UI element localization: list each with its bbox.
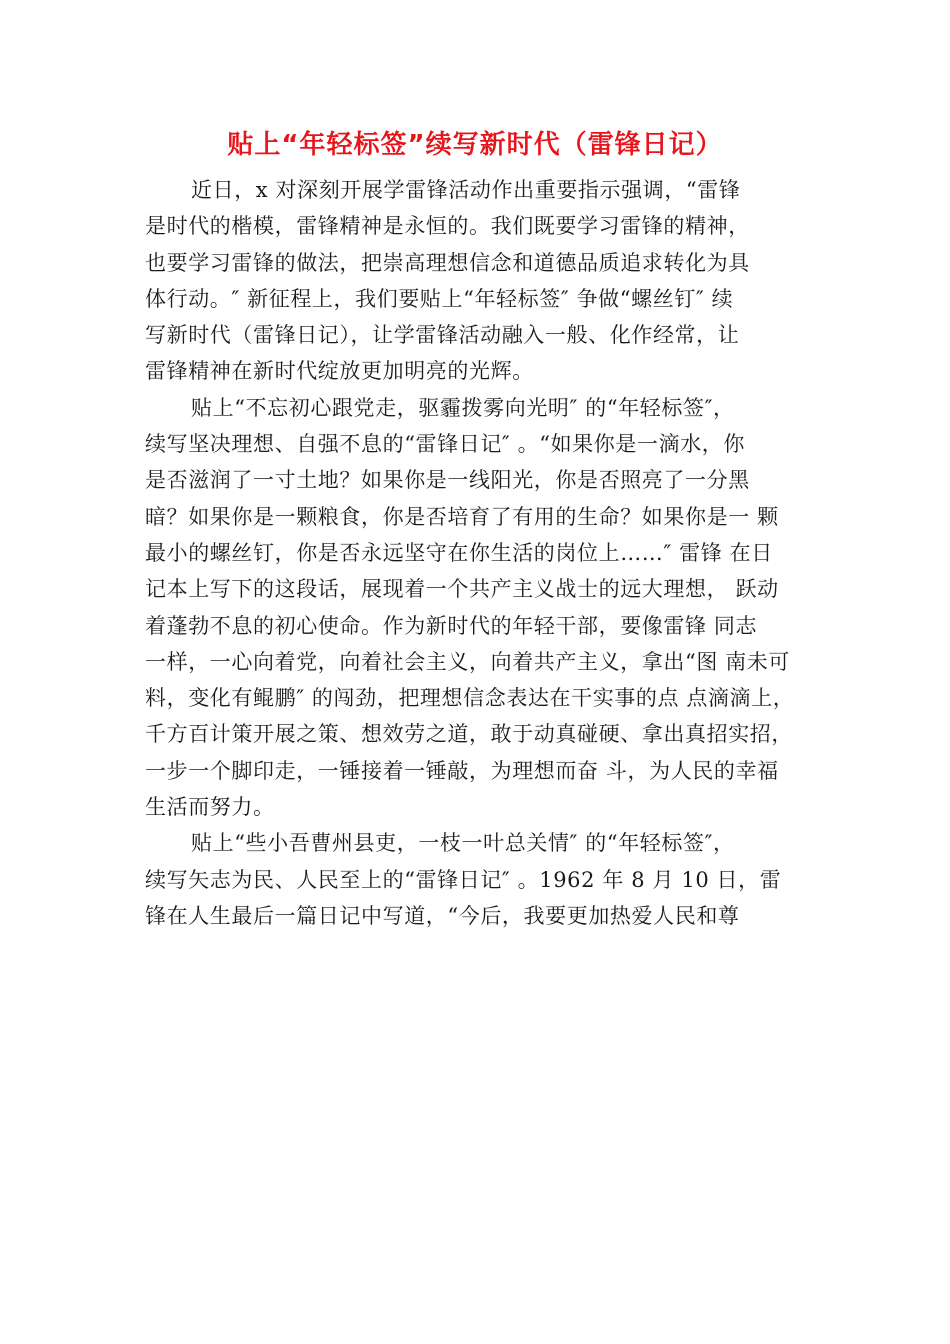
paragraph-2 bbox=[145, 390, 845, 826]
text-line: 记本上写下的这段话，展现着一个共产主义战士的远大理想， 跃动 bbox=[145, 577, 779, 602]
text-line: 料，变化有鲲鹏″ 的闯劲，把理想信念表达在干实事的点 点滴滴上， bbox=[145, 686, 795, 711]
text-line: 续写矢志为民、人民至上的“雷锋日记″ 。1962 年 8 月 10 日，雷 bbox=[145, 867, 782, 892]
text-line: 续写坚决理想、自强不息的“雷锋日记″ 。“如果你是一滴水，你 bbox=[145, 432, 745, 457]
text-line: 贴上“些小吾曹州县吏，一枝一叶总关情″ 的“年轻标签″， bbox=[191, 831, 735, 856]
document-body bbox=[145, 172, 845, 934]
text-line: 一步一个脚印走，一锤接着一锤敲，为理想而奋 斗，为人民的幸福 bbox=[145, 758, 779, 783]
text-line: 最小的螺丝钉，你是否永远坚守在你生活的岗位上……″ 雷锋 在日 bbox=[145, 540, 773, 565]
text-line: 着蓬勃不息的初心使命。作为新时代的年轻干部，要像雷锋 同志 bbox=[145, 613, 758, 638]
paragraph-1 bbox=[145, 172, 845, 390]
text-line: 生活而努力。 bbox=[145, 795, 275, 820]
text-line: 暗？如果你是一颗粮食，你是否培育了有用的生命？如果你是一 颗 bbox=[145, 504, 779, 529]
document-title: 贴上“年轻标签”续写新时代（雷锋日记） bbox=[227, 130, 723, 160]
text-line: 近日，x 对深刻开展学雷锋活动作出重要指示强调，“雷锋 bbox=[191, 178, 741, 202]
text-line: 雷锋精神在新时代绽放更加明亮的光辉。 bbox=[145, 359, 534, 384]
text-line: 是否滋润了一寸土地？如果你是一线阳光，你是否照亮了一分黑 bbox=[145, 468, 750, 493]
text-line: 也要学习雷锋的做法，把崇高理想信念和道德品质追求转化为具 bbox=[145, 250, 750, 275]
text-line: 贴上“不忘初心跟党走，驱霾拨雾向光明″ 的“年轻标签″， bbox=[191, 395, 735, 420]
text-line: 是时代的楷模，雷锋精神是永恒的。我们既要学习雷锋的精神， bbox=[145, 214, 750, 239]
text-line: 锋在人生最后一篇日记中写道，“今后，我要更加热爱人民和尊 bbox=[145, 903, 740, 928]
text-line: 体行动。″ 新征程上，我们要贴上“年轻标签″ 争做“螺丝钉″ 续 bbox=[145, 286, 734, 311]
text-line: 一样，一心向着党，向着社会主义，向着共产主义，拿出“图 南未可 bbox=[145, 649, 791, 674]
text-line: 写新时代（雷锋日记），让学雷锋活动融入一般、化作经常，让 bbox=[145, 323, 740, 348]
paragraph-3 bbox=[145, 825, 845, 934]
text-line: 千方百计策开展之策、想效劳之道，敢于动真碰硬、拿出真招实招， bbox=[145, 722, 793, 747]
